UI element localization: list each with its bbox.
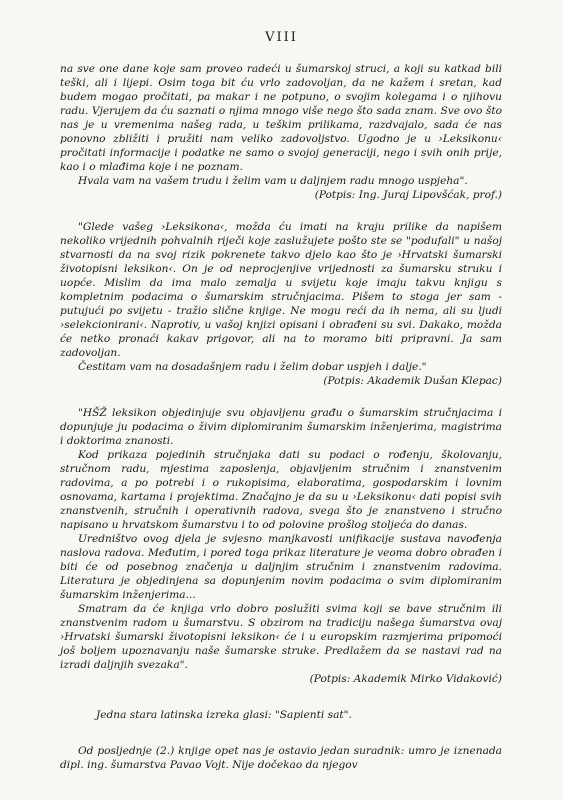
paragraph: "HŠŽ leksikon objedinjuje svu objavljenu građu o šumarskim stručnjacima i dopunjuje ju podacima o živim diplomiranim šumarskim inženjerima, magistrima i doktorima znanosti. (60, 407, 502, 447)
signature: (Potpis: Akademik Dušan Klepac) (323, 375, 502, 387)
paragraph: "Glede vašeg ›Leksikona‹, možda ću imati na kraju prilike da napišem nekoliko vrijednih pohvalnih riječi koje zaslužujete pošto ste se "podufali" u našoj stvarnosti da na svoj rizik pokrenete takvo djelo kao što je ›Hrvatski šumarski životopisni leksikon‹. On je od neprocjenjive vrijednosti za šumarsku struku i uopće. Mislim da ima malo zemalja u svijetu koje imaju takvu knjigu s kompletnim podacima o šumarskim stručnjacima. Pišem to stoga jer sam - putujući po svijetu - tražio slične knjige. Ne mogu reći da ih nema, ali su ljudi ›selekcionirani‹. Naprotiv, u vašoj knjizi opisani i obrađeni su svi. Dakako, možda će netko pronaći kakav prigovor, ali na to moramo biti pripravni. Ja sam zadovoljan. (60, 221, 502, 359)
page-body (60, 62, 502, 772)
page-number: VIII (265, 30, 298, 45)
paragraph: Čestitam vam na dosadašnjem radu i želim dobar uspjeh i dalje." (78, 361, 427, 373)
paragraph: Hvala vam na vašem trudu i želim vam u daljnjem radu mnogo uspjeha". (78, 175, 468, 187)
signature: (Potpis: Akademik Mirko Vidaković) (309, 673, 502, 685)
paragraph: Uredništvo ovog djela je svjesno manjkavosti unifikacije sustava navođenja naslova radova. Međutim, i pored toga prikaz literature je veoma dobro obrađen i biti će od posebnog značenja u daljnjim stručnim i znanstvenim radovima. Literatura je objedinjena sa dopunjenim novim podacima o svim diplomiranim šumarskim inženjerima... (60, 533, 502, 601)
paragraph: na sve one dane koje sam proveo radeći u šumarskoj struci, a koji su katkad bili teški, ali i lijepi. Osim toga bit ću vrlo zadovoljan, da ne kažem i sretan, kad budem mogao pročitati, pa makar i ne potpuno, o svojim kolegama i o njihovu radu. Vjerujem da ću saznati o njima mnogo više nego što sada znam. Sve ovo što nas je u vremenima našeg rada, u teškim prilikama, razdvajalo, sada će nas ponovno zbližiti i pružiti nam veliko zadovoljstvo. Ugodno je u ›Leksikonu‹ pročitati informacije i podatke ne samo o svojoj generaciji, nego i svih onih prije, kao i o mlađima koje i ne poznam. (60, 63, 502, 173)
signature: (Potpis: Ing. Juraj Lipovšćak, prof.) (314, 189, 502, 201)
paragraph: Smatram da će knjiga vrlo dobro poslužiti svima koji se bave stručnim ili znanstvenim radom u šumarstvu. S obzirom na tradiciju našega šumarstva ovaj ›Hrvatski šumarski životopisni leksikon‹ će i u europskim razmjerima pripomoći još boljem upoznavanju naše šumarske struke. Predlažem da se nastavi rad na izradi daljnjih svezaka". (60, 603, 502, 671)
paragraph: Od posljednje (2.) knjige opet nas je ostavio jedan suradnik: umro je iznenada dipl. ing. šumarstva Pavao Vojt. Nije dočekao da njegov (60, 745, 502, 771)
paragraph: Kod prikaza pojedinih stručnjaka dati su podaci o rođenju, školovanju, stručnom radu, mjestima zaposlenja, objavljenim stručnim i znanstvenim radovima, a po potrebi i o rukopisima, elaboratima, gospodarskim i lovnim osnovama, kartama i projektima. Značajno je da su u ›Leksikonu‹ dati popisi svih znanstvenih, stručnih i operativnih radova, svega što je znanstveno i stručno napisano u hrvatskom šumarstvu i to od polovine prošlog stoljeća do danas. (60, 449, 502, 531)
latin-quote-line: Jedna stara latinska izreka glasi: "Sapienti sat". (96, 709, 352, 721)
